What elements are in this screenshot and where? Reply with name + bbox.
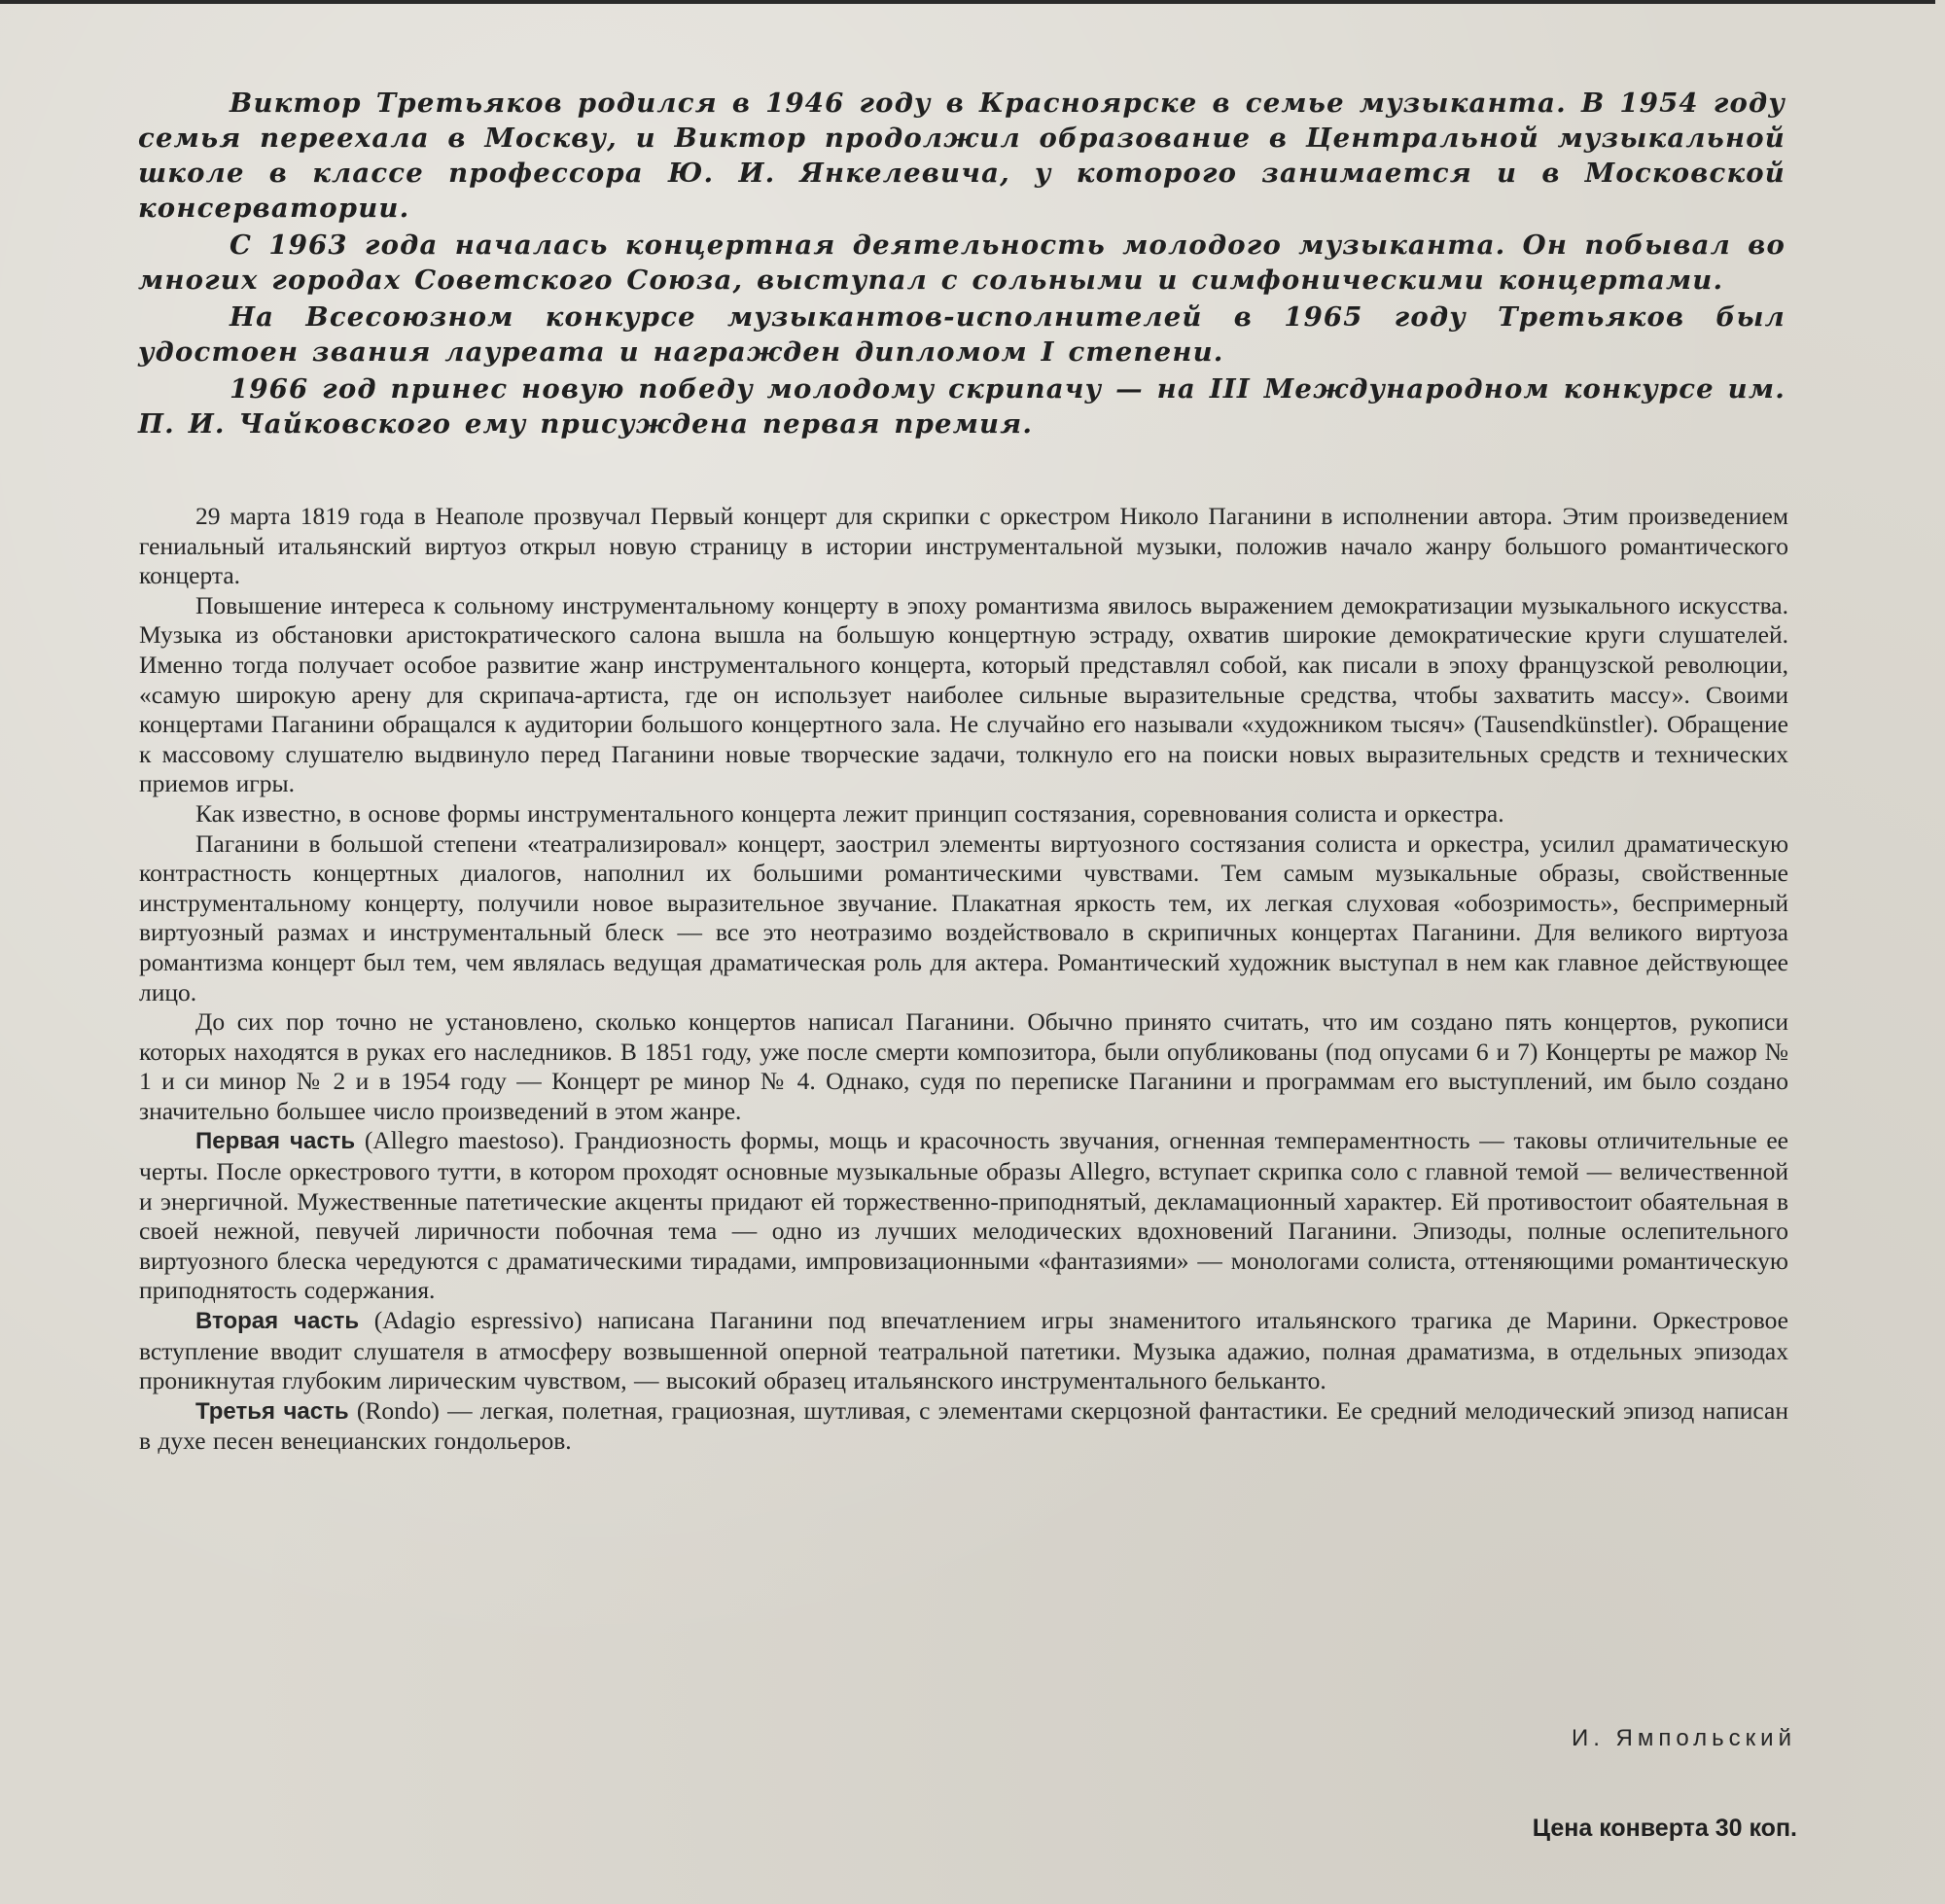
bio-paragraph: На Всесоюзном конкурсе музыкантов-исполнителей в 1965 году Третьяков был удостоен звания лауреата и награжден дипломом I степени.	[138, 301, 1786, 368]
first-movement-text: (Allegro maestoso). Грандиозность формы, мощь и красочность звучания, огненная темпераментность — таковы отличительные ее черты. После оркестрового тутти, в котором проходят основные музыкальные образы Allegro, вступает скрипка соло с главной темой — величественной и энергичной. Мужественные патетические акценты придают ей торжественно-приподнятый, декламационный характер. Ей противостоит обаятельная в своей нежной, певучей лиричности побочная тема — одно из лучших мелодических вдохновений Паганини. Эпизоды, полные ослепительного виртуозного блеска чередуются с драматическими тирадами, импровизационными «фантазиями» — монологами солиста, оттеняющими романтическую приподнятость содержания.	[139, 1126, 1788, 1305]
liner-notes	[139, 502, 1788, 1457]
bio-paragraph: 1966 год принес новую победу молодому скрипачу — на III Международном конкурсе им. П. И. Чайковского ему присуждена первая премия.	[138, 373, 1786, 440]
price-label: Цена конверта 30 коп.	[1532, 1815, 1797, 1842]
third-movement-text: (Rondo) — легкая, полетная, грациозная, шутливая, с элементами скерцозной фантастики. Ее средний мелодический эпизод написан в духе песен венецианских гондольеров.	[139, 1395, 1788, 1456]
second-movement-paragraph	[139, 1306, 1788, 1396]
notes-paragraph: Паганини в большой степени «театрализировал» концерт, заострил элементы виртуозного состязания солиста и оркестра, усилил драматическую контрастность концертных диалогов, наполнил их большими романтическими чувствами. Тем самым музыкальные образы, свойственные инструментальному концерту, получили новое выразительное звучание. Плакатная яркость тем, их легкая слуховая «обозримость», беспримерный виртуозный размах и инструментальный блеск — все это неотразимо воздействовало в скрипичных концертах Паганини. Для великого виртуоза романтизма концерт был тем, чем являлась ведущая драматическая роль для актера. Романтический художник выступал в нем как главное действующее лицо.	[139, 829, 1788, 1006]
bio-paragraph: Виктор Третьяков родился в 1946 году в Красноярске в семье музыканта. В 1954 году семья переехала в Москву, и Виктор продолжил образование в Центральной музыкальной школе в классе профессора Ю. И. Янкелевича, у которого занимается и в Московской консерватории.	[138, 88, 1786, 224]
second-movement-heading: Вторая часть	[195, 1308, 360, 1335]
notes-paragraph: До сих пор точно не установлено, сколько концертов написал Паганини. Обычно принято считать, что им создано пять концертов, рукописи которых находятся в руках его наследников. В 1851 году, уже после смерти композитора, были опубликованы (под опусами 6 и 7) Концерты ре мажор № 1 и си минор № 2 и в 1954 году — Концерт ре минор № 4. Однако, судя по переписке Паганини и программам его выступлений, им было создано значительно большее число произведений в этом жанре.	[139, 1007, 1788, 1125]
first-movement-heading: Первая часть	[195, 1128, 356, 1155]
notes-paragraph: Как известно, в основе формы инструментального концерта лежит принцип состязания, соревнования солиста и оркестра.	[195, 798, 1504, 828]
notes-paragraph: Повышение интереса к сольному инструментальному концерту в эпоху романтизма явилось выражением демократизации музыкального искусства. Музыка из обстановки аристократического салона вышла на большую концертную эстраду, охватив широкие демократические круги слушателей. Именно тогда получает особое развитие жанр инструментального концерта, который представлял собой, как писали в эпоху французской революции, «самую широкую арену для скрипача-артиста, где он использует наиболее сильные выразительные средства, чтобы захватить массу». Своими концертами Паганини обращался к аудитории большого концертного зала. Не случайно его называли «художником тысяч» (Tausendkünstler). Обращение к массовому слушателю выдвинуло перед Паганини новые творческие задачи, толкнуло его на поиски новых выразительных средств и технических приемов игры.	[139, 590, 1788, 798]
top-rule	[0, 0, 1935, 4]
bio-paragraph: С 1963 года началась концертная деятельность молодого музыканта. Он побывал во многих городах Советского Союза, выступал с сольными и симфоническими концертами.	[138, 229, 1786, 296]
third-movement-heading: Третья часть	[195, 1397, 349, 1425]
notes-paragraph: 29 марта 1819 года в Неаполе прозвучал Первый концерт для скрипки с оркестром Николо Паганини в исполнении автора. Этим произведением гениальный итальянский виртуоз открыл новую страницу в истории инструментальной музыки, положив начало жанру большого романтического концерта.	[139, 502, 1788, 590]
author-signature: И. Ямпольский	[1571, 1725, 1796, 1751]
third-movement-paragraph	[139, 1396, 1788, 1457]
biography-section	[138, 86, 1786, 443]
second-movement-text: (Adagio espressivo) написана Паганини под впечатлением игры знаменитого итальянского трагика де Марини. Оркестровое вступление вводит слушателя в атмосферу возвышенной оперной театральной патетики. Музыка адажио, полная драматизма, в отдельных эпизодах проникнутая глубоким лирическим чувством, — высокий образец итальянского инструментального бельканто.	[139, 1306, 1788, 1395]
first-movement-paragraph	[139, 1126, 1788, 1306]
